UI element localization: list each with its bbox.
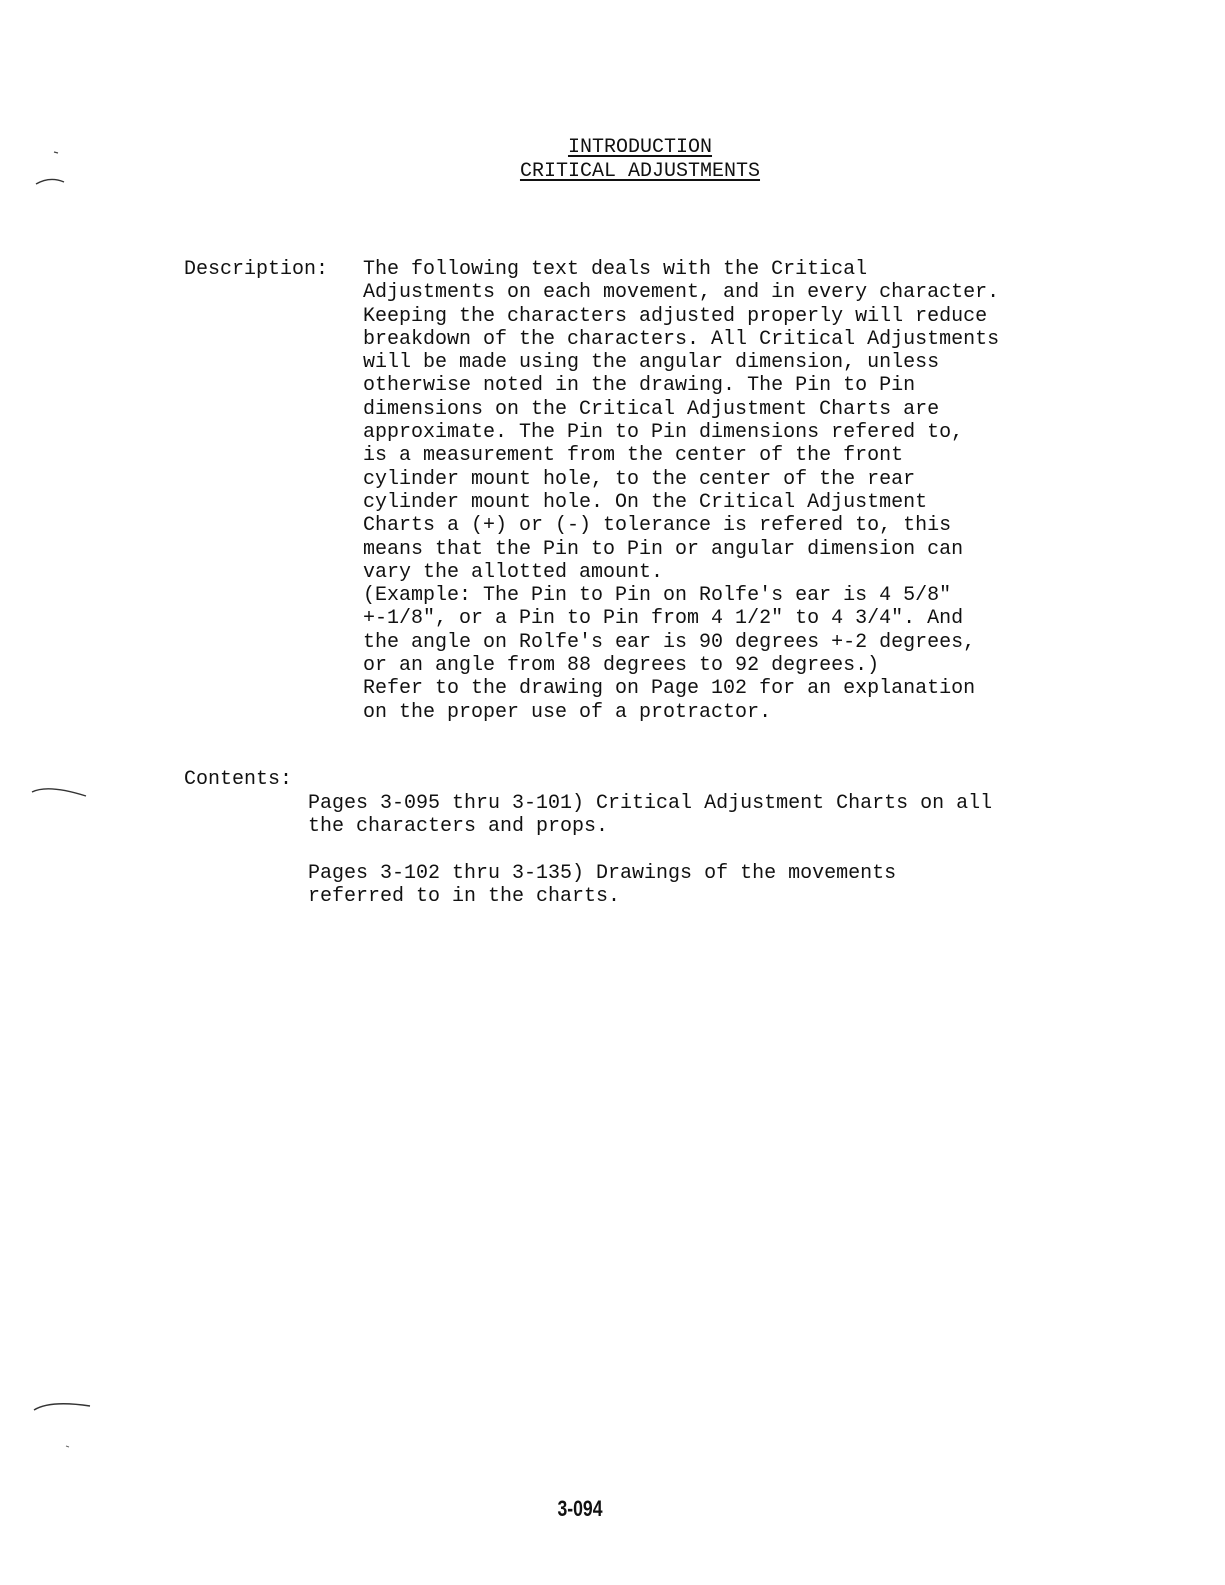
description-line: The following text deals with the Critical <box>363 258 868 281</box>
description-line: cylinder mount hole, to the center of the rear <box>363 467 916 491</box>
page-heading: INTRODUCTION <box>567 136 713 159</box>
description-line: is a measurement from the center of the front <box>363 444 904 468</box>
contents-item-drawings: Pages 3-102 thru 3-135) Drawings of the movements referred to in the charts. <box>308 862 897 909</box>
description-line: otherwise noted in the drawing. The Pin to Pin <box>363 374 916 398</box>
scan-mark-top <box>32 140 82 190</box>
description-text <box>363 258 999 724</box>
description-line: means that the Pin to Pin or angular dimension can <box>363 537 964 561</box>
description-line: approximate. The Pin to Pin dimensions refered to, <box>363 421 964 445</box>
description-line: the angle on Rolfe's ear is 90 degrees +-2 degrees, <box>363 630 976 654</box>
description-line: Refer to the drawing on Page 102 for an explanation <box>363 677 976 701</box>
description-line: Adjustments on each movement, and in every character. <box>363 281 1000 305</box>
description-line: cylinder mount hole. On the Critical Adjustment <box>363 490 928 514</box>
description-label: Description: <box>184 258 329 281</box>
description-line: Keeping the characters adjusted properly will reduce <box>363 304 988 328</box>
page-number: 3-094 <box>557 1496 603 1521</box>
page-subheading: CRITICAL ADJUSTMENTS <box>519 160 761 183</box>
scan-mark-bottom <box>28 1392 98 1452</box>
contents-item-charts: Pages 3-095 thru 3-101) Critical Adjustment Charts on all the characters and props. <box>308 792 993 839</box>
description-line: breakdown of the characters. All Critical Adjustments <box>363 327 1000 351</box>
description-line: +-1/8", or a Pin to Pin from 4 1/2" to 4 3/4". And <box>363 607 964 631</box>
description-line: will be made using the angular dimension, unless <box>363 351 940 375</box>
description-line: Charts a (+) or (-) tolerance is refered to, this <box>363 514 952 538</box>
description-line: or an angle from 88 degrees to 92 degrees.) <box>363 654 880 678</box>
description-line: dimensions on the Critical Adjustment Charts are <box>363 397 940 421</box>
description-line: vary the allotted amount. <box>363 560 664 584</box>
scan-mark-middle <box>28 780 98 810</box>
contents-label: Contents: <box>184 768 293 791</box>
description-line: on the proper use of a protractor. <box>363 700 772 724</box>
description-line: (Example: The Pin to Pin on Rolfe's ear is 4 5/8" <box>363 584 952 608</box>
